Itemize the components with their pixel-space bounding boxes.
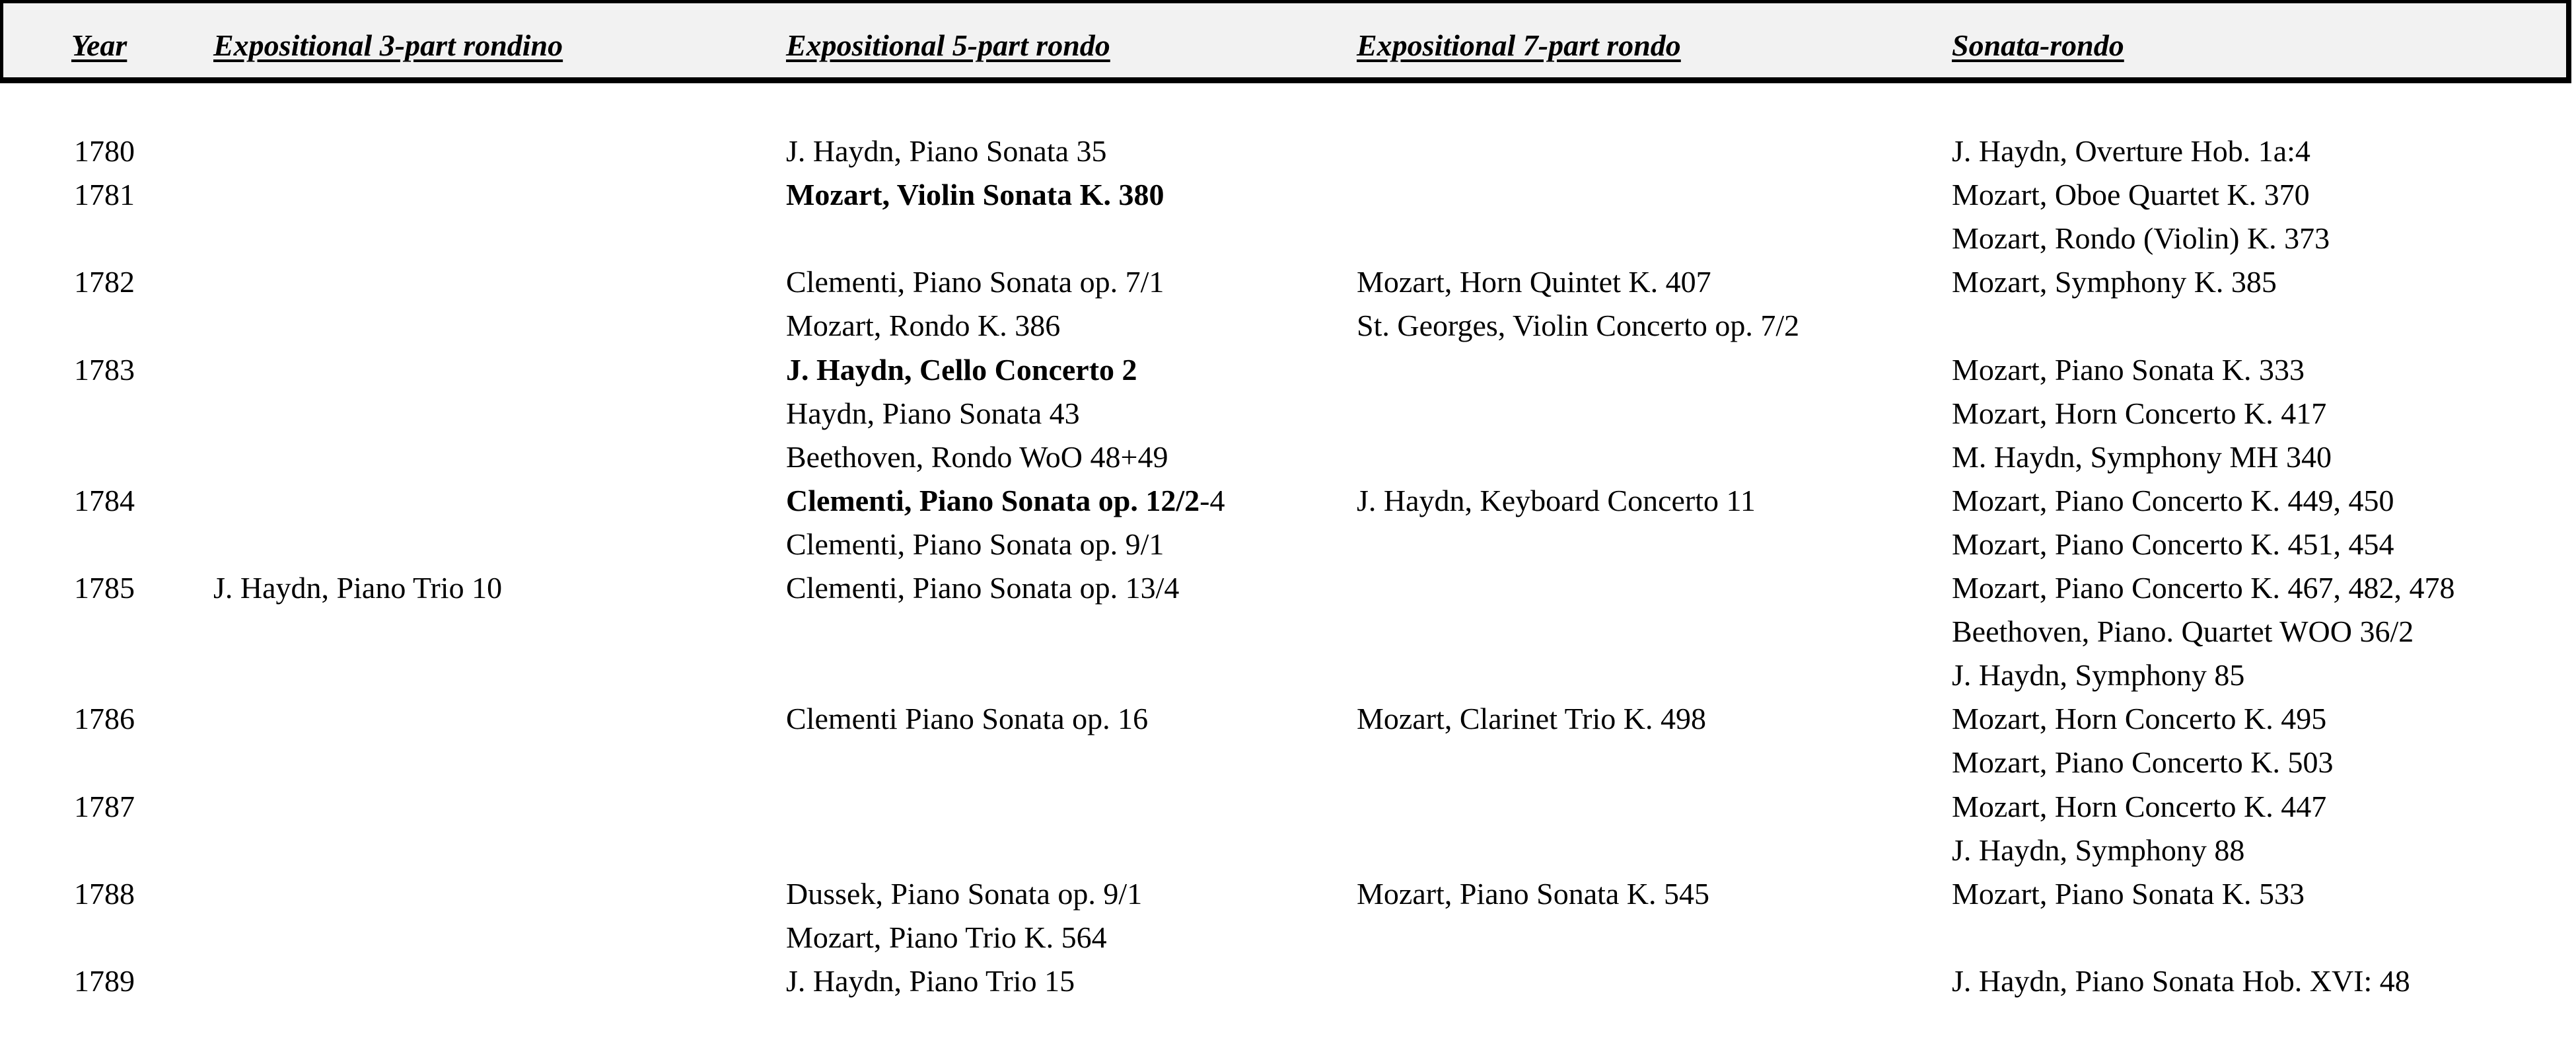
work-title: J. Haydn, Keyboard Concerto 11 [1357, 483, 1756, 517]
sonata-rondo-cell [1952, 959, 2410, 1003]
rondo-5-part-cell [786, 566, 1179, 610]
sonata-rondo-cell [1952, 741, 2333, 784]
header-sonata-rondo: Sonata-rondo [1952, 28, 2124, 62]
sonata-rondo-cell [1952, 260, 2277, 304]
work-title: Mozart, Piano Sonata K. 545 [1357, 876, 1710, 911]
rondo-5-part-cell [786, 173, 1164, 217]
work-title: St. Georges, Violin Concerto op. 7/2 [1357, 309, 1800, 343]
work-title: Mozart, Horn Concerto K. 447 [1952, 789, 2327, 823]
rondo-5-part-cell [786, 916, 1107, 959]
work-title: M. Haydn, Symphony MH 340 [1952, 439, 2332, 474]
work-title: Mozart, Horn Concerto K. 495 [1952, 702, 2327, 736]
table-row [0, 916, 2576, 959]
sonata-rondo-cell [1952, 348, 2305, 392]
work-title: Mozart, Horn Concerto K. 417 [1952, 396, 2327, 430]
table-row [0, 829, 2576, 872]
work-title: Mozart, Piano Concerto K. 503 [1952, 745, 2334, 780]
work-title: Mozart, Symphony K. 385 [1952, 265, 2277, 299]
header-3-part-rondino: Expositional 3-part rondino [213, 28, 563, 62]
rondino-3-part-cell [213, 566, 502, 610]
rondo-5-part-cell [786, 392, 1080, 435]
work-title: J. Haydn, Overture Hob. 1a:4 [1952, 134, 2310, 168]
sonata-rondo-cell [1952, 610, 2414, 654]
rondo-5-part-cell [786, 523, 1164, 566]
rondo-7-part-cell [1357, 697, 1706, 741]
work-title: Mozart, Rondo K. 386 [786, 309, 1061, 343]
year-cell: 1786 [74, 702, 135, 736]
table-row [0, 260, 2576, 304]
sonata-rondo-cell [1952, 130, 2310, 173]
work-title: J. Haydn, Piano Sonata 35 [786, 134, 1107, 168]
rondo-5-part-cell [786, 348, 1137, 392]
sonata-rondo-cell [1952, 697, 2326, 741]
table-row [0, 872, 2576, 916]
work-title: Mozart, Horn Quintet K. 407 [1357, 265, 1711, 299]
work-title: Haydn, Piano Sonata 43 [786, 396, 1080, 430]
rondo-5-part-cell [786, 872, 1142, 916]
sonata-rondo-cell [1952, 785, 2326, 829]
rondo-5-part-cell [786, 479, 1225, 523]
year-cell: 1789 [74, 963, 135, 998]
table-header [0, 0, 2571, 83]
sonata-rondo-cell [1952, 566, 2454, 610]
header-year: Year [71, 28, 127, 62]
year-cell: 1787 [74, 789, 135, 823]
year-cell: 1780 [74, 134, 135, 168]
table-row [0, 173, 2576, 217]
rondo-7-part-cell [1357, 304, 1799, 348]
work-title: Mozart, Piano Sonata K. 333 [1952, 352, 2305, 387]
rondo-7-part-cell [1357, 872, 1709, 916]
work-title: Clementi, Piano Sonata op. 9/1 [786, 527, 1164, 561]
rondo-7-part-cell [1357, 479, 1756, 523]
table-row [0, 741, 2576, 784]
work-title: Dussek, Piano Sonata op. 9/1 [786, 876, 1143, 911]
sonata-rondo-cell [1952, 654, 2244, 697]
work-title: Mozart, Clarinet Trio K. 498 [1357, 702, 1706, 736]
sonata-rondo-cell [1952, 829, 2244, 872]
rondo-5-part-cell [786, 959, 1075, 1003]
year-cell: 1788 [74, 876, 135, 911]
header-7-part-rondo: Expositional 7-part rondo [1357, 28, 1681, 62]
year-cell: 1782 [74, 265, 135, 299]
rondo-5-part-cell [786, 130, 1107, 173]
work-title: Mozart, Piano Sonata K. 533 [1952, 876, 2305, 911]
work-suffix: -4 [1199, 483, 1225, 517]
table-row [0, 566, 2576, 610]
work-title: J. Haydn, Piano Trio 10 [213, 571, 503, 605]
work-title: Mozart, Violin Sonata K. 380 [786, 178, 1164, 212]
table-row [0, 610, 2576, 654]
work-title: Beethoven, Piano. Quartet WOO 36/2 [1952, 615, 2414, 649]
work-title: Mozart, Rondo (Violin) K. 373 [1952, 221, 2330, 256]
table-row [0, 697, 2576, 741]
table-row [0, 435, 2576, 479]
work-title: J. Haydn, Symphony 85 [1952, 658, 2245, 692]
work-title: J. Haydn, Cello Concerto 2 [786, 352, 1137, 387]
sonata-rondo-cell [1952, 435, 2332, 479]
table-row [0, 348, 2576, 392]
work-title: J. Haydn, Piano Trio 15 [786, 963, 1075, 998]
sonata-rondo-cell [1952, 173, 2310, 217]
year-cell: 1781 [74, 178, 135, 212]
work-title: Mozart, Piano Concerto K. 451, 454 [1952, 527, 2394, 561]
table-row [0, 304, 2576, 348]
year-cell: 1783 [74, 352, 135, 387]
work-title: Clementi, Piano Sonata op. 7/1 [786, 265, 1164, 299]
work-title: J. Haydn, Symphony 88 [1952, 833, 2245, 867]
header-5-part-rondo: Expositional 5-part rondo [786, 28, 1110, 62]
table-row [0, 392, 2576, 435]
year-cell: 1784 [74, 483, 135, 517]
work-title: Mozart, Piano Trio K. 564 [786, 920, 1107, 954]
work-title: Mozart, Oboe Quartet K. 370 [1952, 178, 2310, 212]
table-row [0, 523, 2576, 566]
work-title: Clementi, Piano Sonata op. 12/2 [786, 483, 1200, 517]
work-title: Mozart, Piano Concerto K. 449, 450 [1952, 483, 2394, 517]
table-row [0, 654, 2576, 697]
table-row [0, 130, 2576, 173]
work-title: Mozart, Piano Concerto K. 467, 482, 478 [1952, 571, 2455, 605]
rondo-5-part-cell [786, 260, 1164, 304]
sonata-rondo-cell [1952, 392, 2326, 435]
work-title: Clementi Piano Sonata op. 16 [786, 702, 1149, 736]
rondo-5-part-cell [786, 697, 1148, 741]
year-cell: 1785 [74, 571, 135, 605]
work-title: Clementi, Piano Sonata op. 13/4 [786, 571, 1180, 605]
table-row [0, 217, 2576, 260]
table-row [0, 785, 2576, 829]
sonata-rondo-cell [1952, 479, 2394, 523]
table-row [0, 959, 2576, 1003]
rondo-7-part-cell [1357, 260, 1711, 304]
work-title: J. Haydn, Piano Sonata Hob. XVI: 48 [1952, 963, 2410, 998]
sonata-rondo-cell [1952, 217, 2330, 260]
table-row [0, 479, 2576, 523]
work-title: Beethoven, Rondo WoO 48+49 [786, 439, 1168, 474]
sonata-rondo-cell [1952, 523, 2394, 566]
rondo-5-part-cell [786, 304, 1060, 348]
sonata-rondo-cell [1952, 872, 2305, 916]
rondo-5-part-cell [786, 435, 1168, 479]
